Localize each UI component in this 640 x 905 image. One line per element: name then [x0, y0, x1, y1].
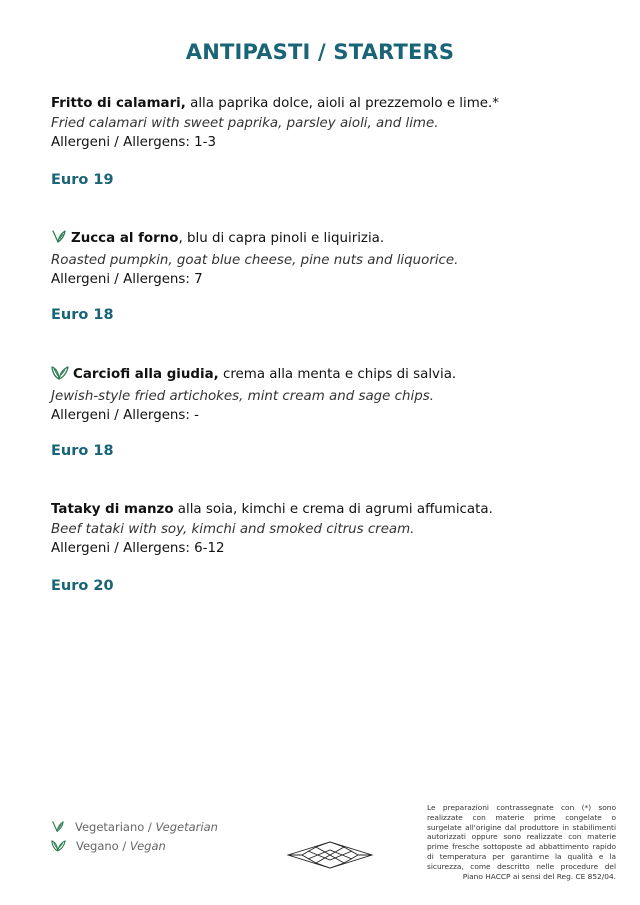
- dish-allergens: Allergeni / Allergens: 6-12: [51, 541, 225, 556]
- dish-description-it: alla paprika dolce, aioli al prezzemolo e lime.*: [185, 96, 499, 111]
- vegan-icon: [51, 365, 69, 387]
- legend-vegan: [51, 839, 166, 855]
- dish-description-en: Roasted pumpkin, goat blue cheese, pine nuts and liquorice.: [51, 252, 459, 268]
- dish-allergens: Allergeni / Allergens: 7: [51, 272, 203, 287]
- page-title: ANTIPASTI / STARTERS: [185, 40, 455, 64]
- vegetarian-icon: [51, 821, 65, 836]
- legend-label-it: Vegano /: [76, 839, 130, 853]
- dish-name: Zucca al forno: [71, 231, 179, 246]
- dish-price: Euro 18: [51, 307, 114, 323]
- dish-line-it: [51, 229, 611, 251]
- menu-item-fritto-di-calamari: [51, 94, 611, 153]
- dish-price: Euro 19: [51, 172, 114, 188]
- dish-line-it: [51, 94, 611, 114]
- haccp-note: Le preparazioni contrassegnate con (*) sono realizzate con materie prime congelate o surgelate all'origine dal produttore in stabilimenti autorizzati oppure sono realizzate con materie prime fresche sottoposte ad abbattimento rapido di temperatura per garantirne la qualità e la sicurezza, come descritto nelle procedure del Piano HACCP ai sensi del Reg. CE 852/04.: [427, 803, 616, 881]
- menu-item-zucca-al-forno: [51, 229, 611, 290]
- dish-line-it: [51, 500, 611, 520]
- decorative-ornament-icon: [286, 838, 374, 876]
- legend-label-it: Vegetariano /: [75, 820, 156, 834]
- dish-name: Carciofi alla giudia,: [73, 367, 219, 382]
- vegan-icon: [51, 839, 66, 855]
- dish-line-it: [51, 365, 611, 387]
- dish-description-en: Beef tataki with soy, kimchi and smoked citrus cream.: [51, 521, 415, 537]
- dish-price: Euro 18: [51, 443, 114, 459]
- dish-price: Euro 20: [51, 578, 114, 594]
- legend-label-en: Vegetarian: [155, 820, 218, 834]
- legend-vegetarian: [51, 820, 218, 836]
- dish-name: Fritto di calamari,: [51, 96, 186, 111]
- menu-item-tataky-di-manzo: [51, 500, 611, 559]
- dish-description-it: , blu di capra pinoli e liquirizia.: [178, 231, 385, 246]
- dish-name: Tataky di manzo: [51, 502, 174, 517]
- vegetarian-icon: [51, 230, 67, 251]
- legend-label-en: Vegan: [129, 839, 166, 853]
- dish-description-en: Jewish-style fried artichokes, mint cream and sage chips.: [51, 388, 434, 404]
- dish-allergens: Allergeni / Allergens: -: [51, 408, 199, 423]
- dish-description-it: alla soia, kimchi e crema di agrumi affumicata.: [173, 502, 493, 517]
- menu-item-carciofi-alla-giudia: [51, 365, 611, 426]
- dish-allergens: Allergeni / Allergens: 1-3: [51, 135, 217, 150]
- dish-description-en: Fried calamari with sweet paprika, parsley aioli, and lime.: [51, 115, 439, 131]
- dish-description-it: crema alla menta e chips di salvia.: [218, 367, 457, 382]
